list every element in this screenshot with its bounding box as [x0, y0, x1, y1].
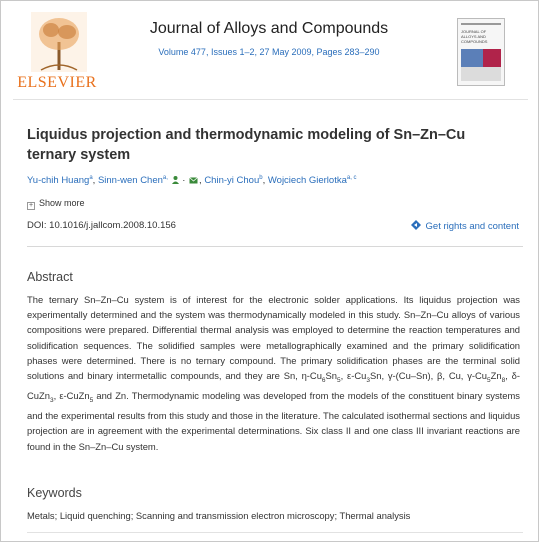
show-more-label: Show more: [39, 198, 85, 208]
cover-red-block: [483, 49, 501, 67]
section-divider: [27, 246, 523, 247]
elsevier-logo[interactable]: [17, 12, 95, 94]
mail-icon[interactable]: [189, 177, 198, 184]
get-rights-label: Get rights and content: [425, 221, 519, 232]
journal-issue-link[interactable]: Volume 477, Issues 1–2, 27 May 2009, Pages 283–290: [158, 47, 380, 57]
author-link[interactable]: Chin-yi Chou: [204, 175, 260, 187]
cover-blue-block: [461, 49, 483, 67]
abstract-heading: Abstract: [27, 270, 73, 284]
bottom-divider: [27, 532, 523, 533]
keywords-list: Metals; Liquid quenching; Scanning and transmission electron microscopy; Thermal analysis: [27, 510, 411, 521]
journal-title[interactable]: Journal of Alloys and Compounds: [149, 20, 389, 37]
keywords-heading: Keywords: [27, 486, 82, 500]
journal-info: [99, 20, 439, 57]
elsevier-wordmark: ELSEVIER: [17, 74, 97, 91]
author-affiliation: a: [89, 175, 93, 181]
cover-title: JOURNAL OF ALLOYS AND COMPOUNDS: [461, 29, 488, 44]
author-link[interactable]: Yu-chih Huang: [27, 175, 90, 187]
author-affiliation: a,: [162, 175, 168, 181]
author-affiliation: b: [259, 175, 263, 181]
elsevier-tree-icon: [31, 12, 87, 72]
cover-grey-block: [461, 67, 501, 81]
journal-cover-thumbnail[interactable]: [457, 18, 505, 86]
plus-icon: +: [28, 202, 34, 209]
abstract-text: The ternary Sn–Zn–Cu system is of interest for the electronic solder applications. Its liquidus projection was experimentally determined and the system was thermodynamically modeled in this study. Sn–Zn–Cu alloys of various compositions were prepared. Differential thermal analysis was employed to determine the reaction temperatures and solidification sequences. The solidified samples were metallographically examined and the primary solidification phases were determined. There is no ternary compound. The primary solidification phases are the terminal solid solutions and binary intermetallic compounds, and they are Sn, $\eta-Cu_6Sn_5$, $\varepsilon-Cu_3Sn$, γ-(Cu–Sn), β, Cu, $\gamma-Cu_5Zn_8$, δ-CuZn$_3$, ε-CuZn$_5$ and Zn. Thermodynamic modeling was developed from the models of the constituent binary systems and the experimental results from this study and those in the literature. The calculated isothermal sections and liquidus projection are in agreement with the experimental determinations. Six class II and one class III invariant reactions are found in the Sn–Zn–Cu system.: [27, 294, 520, 452]
show-more-button[interactable]: [27, 198, 85, 210]
article-title: Liquidus projection and thermodynamic modeling of Sn–Zn–Cu ternary system: [27, 127, 466, 163]
doi-link[interactable]: DOI: 10.1016/j.jallcom.2008.10.156: [27, 220, 176, 231]
get-rights-link[interactable]: [411, 220, 519, 232]
author-affiliation: a, c: [346, 175, 357, 181]
person-icon[interactable]: [172, 176, 179, 184]
author-link[interactable]: Sinn-wen Chen: [97, 175, 163, 187]
journal-header: [13, 8, 528, 100]
author-link[interactable]: Wojciech Gierlotka: [267, 175, 347, 187]
author-list: Yu-chih Huang$^a$, Sinn-wen Chen$^{a,}$ · , Chin-yi Chou$^b$, Wojciech Gierlotka$^{a, c}$: [27, 175, 357, 187]
rights-icon: [411, 220, 421, 230]
